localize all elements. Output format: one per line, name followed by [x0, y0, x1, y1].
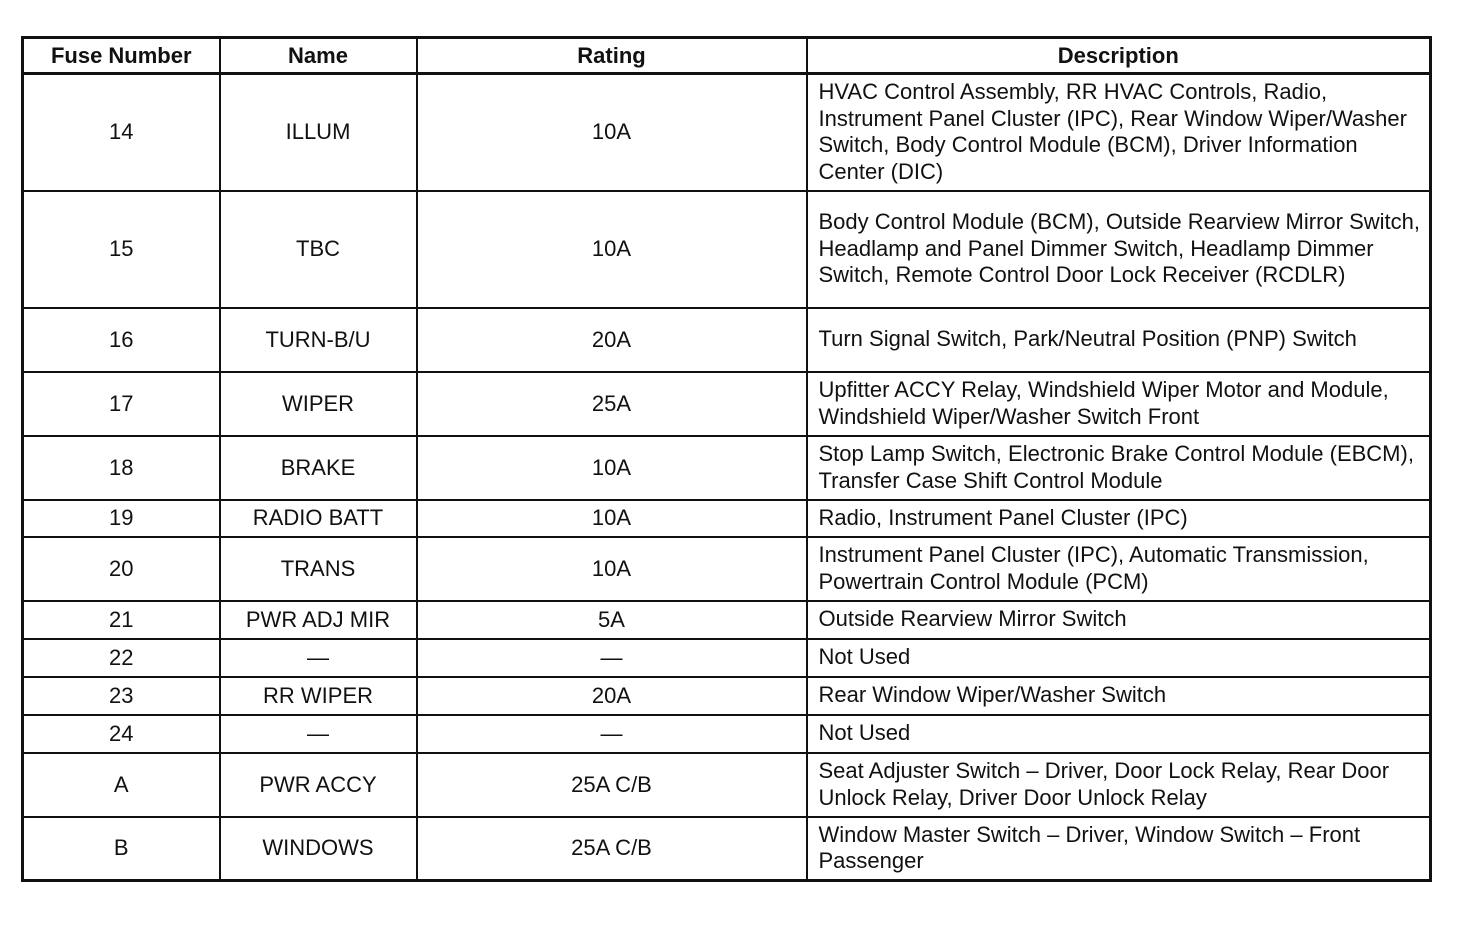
fuse-rating-cell: 10A: [417, 500, 807, 537]
fuse-number-cell: 16: [23, 308, 220, 372]
fuse-description-cell: Outside Rearview Mirror Switch: [807, 601, 1431, 639]
fuse-name-cell: TBC: [220, 191, 417, 308]
fuse-rating-cell: 25A C/B: [417, 817, 807, 881]
fuse-number-cell: A: [23, 753, 220, 817]
fuse-rating-cell: —: [417, 715, 807, 753]
fuse-description-cell: Not Used: [807, 715, 1431, 753]
fuse-number-cell: 19: [23, 500, 220, 537]
table-row: [23, 753, 1431, 817]
fuse-number-cell: B: [23, 817, 220, 881]
fuse-name-cell: WIPER: [220, 372, 417, 436]
fuse-rating-cell: 10A: [417, 74, 807, 191]
table-row: [23, 817, 1431, 881]
header-name: Name: [220, 38, 417, 74]
fuse-number-cell: 23: [23, 677, 220, 715]
fuse-number-cell: 21: [23, 601, 220, 639]
table-row: [23, 537, 1431, 601]
fuse-rating-cell: 20A: [417, 677, 807, 715]
fuse-description-cell: Radio, Instrument Panel Cluster (IPC): [807, 500, 1431, 537]
fuse-number-cell: 22: [23, 639, 220, 677]
header-fuse-number: Fuse Number: [23, 38, 220, 74]
fuse-description-cell: Rear Window Wiper/Washer Switch: [807, 677, 1431, 715]
fuse-number-cell: 20: [23, 537, 220, 601]
table-row: [23, 436, 1431, 500]
fuse-rating-cell: 25A C/B: [417, 753, 807, 817]
fuse-description-cell: Stop Lamp Switch, Electronic Brake Control Module (EBCM), Transfer Case Shift Control Module: [807, 436, 1431, 500]
fuse-name-cell: —: [220, 639, 417, 677]
header-rating: Rating: [417, 38, 807, 74]
table-row: [23, 601, 1431, 639]
fuse-number-cell: 15: [23, 191, 220, 308]
fuse-rating-cell: 10A: [417, 436, 807, 500]
fuse-name-cell: —: [220, 715, 417, 753]
table-row: [23, 191, 1431, 308]
fuse-description-cell: Not Used: [807, 639, 1431, 677]
fuse-name-cell: RR WIPER: [220, 677, 417, 715]
fuse-description-cell: Upfitter ACCY Relay, Windshield Wiper Motor and Module, Windshield Wiper/Washer Switch Front: [807, 372, 1431, 436]
fuse-rating-cell: —: [417, 639, 807, 677]
fuse-rating-cell: 10A: [417, 537, 807, 601]
fuse-rating-cell: 20A: [417, 308, 807, 372]
fuse-rating-cell: 5A: [417, 601, 807, 639]
fuse-table: [21, 36, 1432, 882]
fuse-description-cell: Window Master Switch – Driver, Window Switch – Front Passenger: [807, 817, 1431, 881]
fuse-name-cell: TURN-B/U: [220, 308, 417, 372]
fuse-name-cell: ILLUM: [220, 74, 417, 191]
fuse-name-cell: RADIO BATT: [220, 500, 417, 537]
fuse-rating-cell: 10A: [417, 191, 807, 308]
fuse-description-cell: Body Control Module (BCM), Outside Rearview Mirror Switch, Headlamp and Panel Dimmer Switch, Headlamp Dimmer Switch, Remote Control Door Lock Receiver (RCDLR): [807, 191, 1431, 308]
fuse-name-cell: PWR ACCY: [220, 753, 417, 817]
table-row: [23, 74, 1431, 191]
table-row: [23, 639, 1431, 677]
fuse-name-cell: WINDOWS: [220, 817, 417, 881]
fuse-name-cell: TRANS: [220, 537, 417, 601]
fuse-number-cell: 14: [23, 74, 220, 191]
fuse-number-cell: 17: [23, 372, 220, 436]
fuse-name-cell: PWR ADJ MIR: [220, 601, 417, 639]
fuse-name-cell: BRAKE: [220, 436, 417, 500]
table-row: [23, 308, 1431, 372]
fuse-description-cell: Instrument Panel Cluster (IPC), Automatic Transmission, Powertrain Control Module (PCM): [807, 537, 1431, 601]
fuse-description-cell: HVAC Control Assembly, RR HVAC Controls, Radio, Instrument Panel Cluster (IPC), Rear Window Wiper/Washer Switch, Body Control Module (BCM), Driver Information Center (DIC): [807, 74, 1431, 191]
fuse-description-cell: Turn Signal Switch, Park/Neutral Position (PNP) Switch: [807, 308, 1431, 372]
header-description: Description: [807, 38, 1431, 74]
table-row: [23, 372, 1431, 436]
fuse-number-cell: 24: [23, 715, 220, 753]
fuse-rating-cell: 25A: [417, 372, 807, 436]
table-row: [23, 500, 1431, 537]
table-row: [23, 677, 1431, 715]
fuse-description-cell: Seat Adjuster Switch – Driver, Door Lock Relay, Rear Door Unlock Relay, Driver Door Unlock Relay: [807, 753, 1431, 817]
table-header-row: [23, 38, 1431, 74]
fuse-number-cell: 18: [23, 436, 220, 500]
table-row: [23, 715, 1431, 753]
